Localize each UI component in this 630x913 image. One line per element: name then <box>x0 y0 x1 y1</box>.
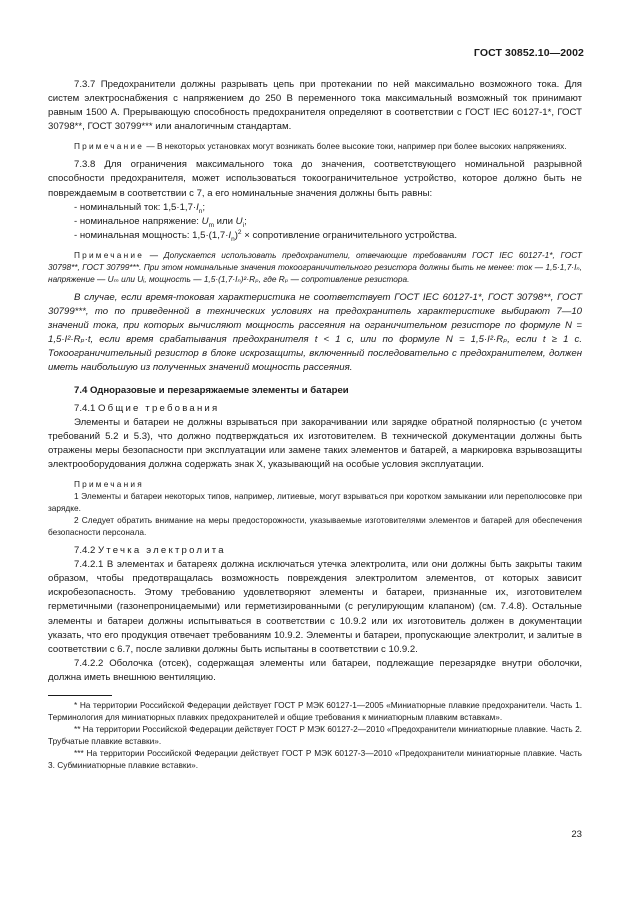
note-1 <box>48 140 582 152</box>
footnote-divider <box>48 695 112 696</box>
note-text: — Допускается использовать предохранители, отвечающие требованиям ГОСТ IEC 60127-1*, ГОСТ 30798**, ГОСТ 30799***. При этом номинальные значения токоограничительного резистора должны быть не менее: ток — 1,5·1,7·Iₙ, напряжение — Uₘ или Uᵢ, мощность — 1,5·(1,7·Iₙ)²·Rₚ, где Rₚ — сопротивление резистора. <box>48 249 582 284</box>
main-text <box>48 78 582 771</box>
clause-7-3-7: 7.3.7 Предохранители должны разрывать цепь при протекании по ней максимально возможного тока. Для систем электроснабжения с напряжением до 250 В переменного тока максимальный возможный ток принимают равным 1500 А. Прерывающую способность предохранителя определяют в соответствии с ГОСТ IEC 60127-1*, ГОСТ 30798**, ГОСТ 30799*** или аналогичным стандартам. <box>48 79 582 133</box>
clause-7-4-1: Элементы и батареи не должны взрываться при закорачивании или зарядке обратной полярностью (с учетом требований 5.2 и 5.3), что должно подтверждаться их изготовителем. В технической документации должны быть отражены меры безопасности при эксплуатации или замене таких элементов и батарей, а маркировка взрывозащиты электрооборудования должна содержать знак X, указывающий на особые условия эксплуатации. <box>48 416 582 470</box>
subsection-7-4-2-heading: 7.4.2 Утечка электролита <box>74 545 226 557</box>
footnote-3: *** На территории Российской Федерации действует ГОСТ Р МЭК 60127-3—2010 «Предохранители миниатюрные плавкие. Часть 3. Субминиатюрные плавкие вставки». <box>48 748 582 770</box>
list-item-current: - номинальный ток: $1,5\cdot 1,7\cdot I_n$; <box>74 201 206 215</box>
note-item-2: 2 Следует обратить внимание на меры предосторожности, указываемые изготовителями элементов и батарей для обеспечения безопасности персонала. <box>48 515 582 538</box>
subsection-7-4-1-heading: 7.4.1 Общие требования <box>74 402 220 414</box>
footnote-2: ** На территории Российской Федерации действует ГОСТ Р МЭК 60127-2—2010 «Предохранители миниатюрные плавкие. Часть 2. Трубчатые плавкие вставки». <box>48 724 582 746</box>
clause-7-4-2-1: 7.4.2.1 В элементах и батареях должна исключаться утечка электролита, или они должны быть закрыты таким образом, чтобы предотвращалась возможность повреждения электролитом элементов, от которых зависит искробезопасность. Этому требованию удовлетворяют элементы и батареи, признанные их, изготовителем герметичными (газонепроницаемыми) или герметизированными (с регулирующим клапаном) (см. 7.4.8). Остальные элементы и батареи должны испытываться в соответствии с 10.9.2 или их изготовитель должен в документации указать, что его продукция отвечает требованиям 10.9.2. Элементы и батареи, пропускающие электролит, и залитые в соответствии с 6.7, после заливки должны быть испытаны в соответствии с 10.9.2. <box>48 559 582 655</box>
footnote-1: * На территории Российской Федерации действует ГОСТ Р МЭК 60127-1—2005 «Миниатюрные плавкие предохранители. Часть 1. Терминология для миниатюрных плавких предохранителей и общие требования к миниатюрным плавким вставкам». <box>48 700 582 722</box>
note-label: Примечание <box>74 249 145 260</box>
note-item-1: 1 Элементы и батареи некоторых типов, например, литиевые, могут взрываться при коротком замыкании или переполюсовке при зарядке. <box>48 491 582 514</box>
note-label: Примечание <box>74 141 145 152</box>
italic-paragraph: В случае, если время-токовая характеристика не соответствует ГОСТ IEC 60127-1*, ГОСТ 30798**, ГОСТ 30799***, то по приведенной в технических условиях на предохранитель характеристике выбирают 7—10 значений тока, при которых вычисляют мощность рассеяния на ограничительном резисторе по формуле N = 1,5·I²·Rₚ·t, если время срабатывания предохранителя t < 1 с, или по формуле N = 1,5·I²·Rₚ, если t ≥ 1 с. Токоограничительный резистор в блоке искрозащиты, включенный последовательно с предохранителем, должен иметь наибольшую из полученных значений мощность рассеяния. <box>48 291 582 374</box>
clause-7-4-2-2: 7.4.2.2 Оболочка (отсек), содержащая элементы или батареи, подлежащие перезарядке внутри оболочки, должна иметь внешнюю вентиляцию. <box>48 657 582 683</box>
section-7-4-heading: 7.4 Одноразовые и перезаряжаемые элементы и батареи <box>74 384 349 396</box>
clause-7-3-8: 7.3.8 Для ограничения максимального тока до значения, соответствующего номинальной разрывной способности предохранителя, может использоваться токоограничительное устройство, которое должно быть не повреждаемым в соответствии с 7, а его номинальные значения должны быть равны: <box>48 159 582 199</box>
note-text: — В некоторых установках могут возникать более высокие токи, например при более высоких напряжениях. <box>144 141 567 152</box>
notes-label: Примечания <box>74 479 144 490</box>
list-item-voltage: - номинальное напряжение: $U_m$ или $U_i$; <box>74 215 247 229</box>
list-item-power: - номинальная мощность: $1,5\cdot(1,7\cdot I_n)^2$ × сопротивление ограничительного устройства. <box>74 228 458 243</box>
page-number: 23 <box>571 829 582 840</box>
note-2 <box>48 249 582 285</box>
running-header: ГОСТ 30852.10—2002 <box>473 47 584 59</box>
